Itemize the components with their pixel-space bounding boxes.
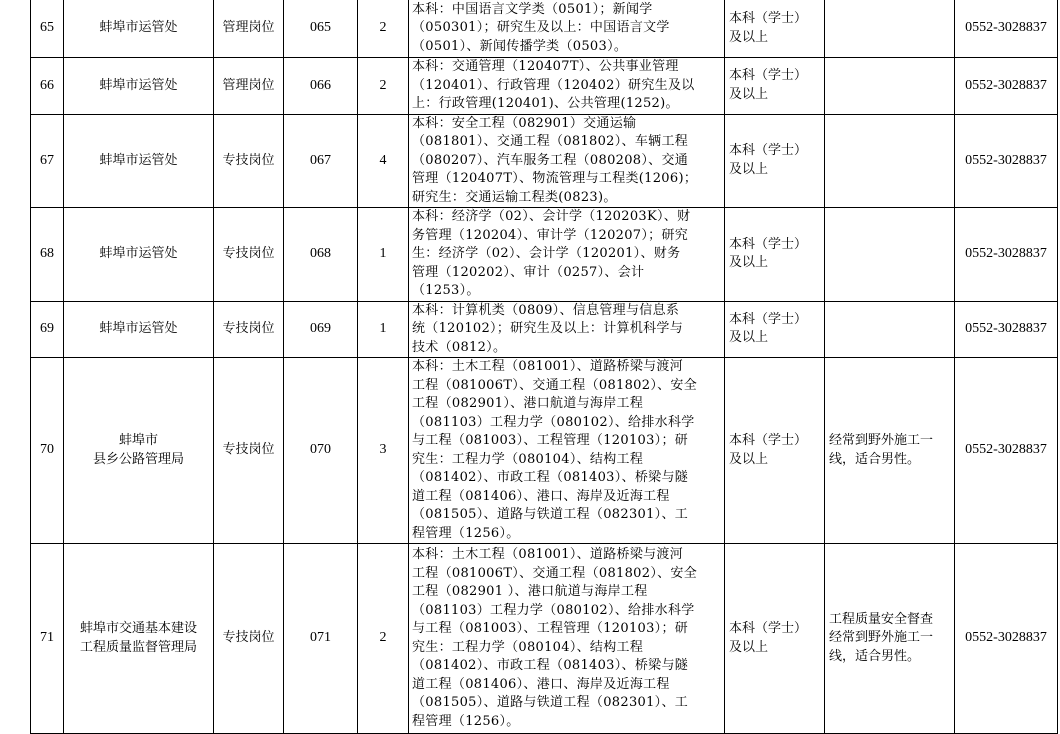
row-number: 66 — [40, 77, 54, 93]
post-code-cell — [284, 114, 358, 208]
employer-unit-cell — [64, 58, 214, 115]
post-code: 065 — [310, 20, 331, 36]
post-type-cell — [214, 208, 284, 302]
table-row — [31, 114, 1058, 208]
hiring-count-cell — [358, 208, 409, 302]
education-requirement: 本科（学士） 及以上 — [729, 11, 808, 45]
row-number-cell — [31, 58, 64, 115]
post-type-cell — [214, 0, 284, 58]
row-number-cell — [31, 208, 64, 302]
education-requirement-cell — [725, 58, 825, 115]
post-type: 专技岗位 — [222, 152, 275, 168]
major-requirements-cell — [409, 544, 725, 734]
employer-unit: 蚌埠市运管处 — [99, 77, 178, 93]
row-number: 67 — [40, 152, 54, 168]
education-requirement: 本科（学士） 及以上 — [729, 621, 808, 655]
hiring-count: 4 — [379, 152, 387, 168]
table-row — [31, 58, 1058, 115]
remarks: 经常到野外施工一 线，适合男性。 — [829, 433, 934, 467]
contact-phone: 0552-3028837 — [965, 246, 1047, 261]
hiring-count-cell — [358, 301, 409, 358]
employer-unit-cell — [64, 114, 214, 208]
education-requirement: 本科（学士） 及以上 — [729, 236, 808, 271]
employer-unit: 蚌埠市运管处 — [99, 321, 178, 336]
education-requirement: 本科（学士） 及以上 — [729, 143, 808, 177]
major-requirements-cell — [409, 301, 725, 358]
row-number-cell — [31, 544, 64, 734]
education-requirement-cell — [725, 0, 825, 58]
employer-unit: 蚌埠市交通基本建设 工程质量监督管理局 — [79, 621, 197, 655]
row-number-cell — [31, 0, 64, 58]
contact-phone: 0552-3028837 — [965, 442, 1047, 458]
major-requirements: 本科：安全工程（082901）交通运输 （081801）、交通工程（081802）、车辆工程 （080207）、汽车服务工程（080208）、交通 管理（120407T）、物流管理与工程类(1206)； 研究生：交通运输工程类(0823)。 — [412, 115, 698, 205]
contact-phone-cell — [955, 0, 1058, 58]
major-requirements-cell — [409, 114, 725, 208]
education-requirement: 本科（学士） 及以上 — [729, 433, 808, 467]
remarks-cell — [825, 114, 955, 208]
remarks-cell — [825, 0, 955, 58]
employer-unit-cell — [64, 358, 214, 544]
post-type-cell — [214, 301, 284, 358]
post-code-cell — [284, 358, 358, 544]
major-requirements-cell — [409, 208, 725, 302]
major-requirements-cell — [409, 358, 725, 544]
post-code: 067 — [310, 152, 331, 168]
contact-phone-cell — [955, 544, 1058, 734]
row-number: 65 — [40, 20, 54, 36]
row-number-cell — [31, 358, 64, 544]
row-number: 68 — [40, 246, 54, 261]
post-code-cell — [284, 544, 358, 734]
post-type-cell — [214, 358, 284, 544]
major-requirements-cell — [409, 0, 725, 58]
employer-unit-cell — [64, 208, 214, 302]
post-type-cell — [214, 58, 284, 115]
contact-phone-cell — [955, 114, 1058, 208]
post-code: 066 — [310, 77, 331, 93]
row-number-cell — [31, 301, 64, 358]
post-code-cell — [284, 208, 358, 302]
post-code: 070 — [310, 442, 331, 458]
remarks-cell — [825, 208, 955, 302]
contact-phone: 0552-3028837 — [965, 321, 1047, 336]
employer-unit: 蚌埠市 县乡公路管理局 — [92, 433, 184, 467]
post-type: 管理岗位 — [222, 20, 275, 36]
hiring-count: 1 — [379, 321, 387, 336]
employer-unit-cell — [64, 301, 214, 358]
employer-unit-cell — [64, 544, 214, 734]
post-code-cell — [284, 58, 358, 115]
employer-unit-cell — [64, 0, 214, 58]
education-requirement-cell — [725, 358, 825, 544]
remarks-cell — [825, 58, 955, 115]
post-type: 专技岗位 — [222, 246, 275, 261]
post-code: 068 — [310, 246, 331, 261]
major-requirements: 本科：中国语言文学类（0501）；新闻学 （050301）；研究生及以上：中国语言文学 （0501）、新闻传播学类（0503）。 — [412, 1, 670, 54]
hiring-count-cell — [358, 358, 409, 544]
table-row — [31, 301, 1058, 358]
education-requirement-cell — [725, 301, 825, 358]
contact-phone-cell — [955, 58, 1058, 115]
education-requirement-cell — [725, 114, 825, 208]
education-requirement-cell — [725, 544, 825, 734]
major-requirements: 本科：经济学（02）、会计学（120203K）、财 务管理（120204）、审计学（120207）；研究 生：经济学（02）、会计学（120201）、财务 管理（120202）、审计（0257）、会计 （1253）。 — [412, 209, 691, 298]
post-code: 069 — [310, 321, 331, 336]
row-number: 70 — [40, 442, 54, 458]
post-type-cell — [214, 544, 284, 734]
recruitment-table — [30, 0, 1058, 734]
contact-phone: 0552-3028837 — [965, 20, 1047, 36]
major-requirements-cell — [409, 58, 725, 115]
table-row — [31, 0, 1058, 58]
education-requirement: 本科（学士） 及以上 — [729, 311, 808, 346]
major-requirements: 本科：交通管理（120407T）、公共事业管理 （120401）、行政管理（120402）研究生及以 上：行政管理(120401)、公共管理(1252)。 — [412, 59, 695, 111]
hiring-count: 2 — [379, 630, 387, 646]
employer-unit: 蚌埠市运管处 — [99, 152, 178, 168]
major-requirements: 本科：土木工程（081001）、道路桥梁与渡河 工程（081006T）、交通工程（081802）、安全 工程（082901 ）、港口航道与海岸工程 （081103）工程力学（080102）、给排水科学 与工程（081003）、工程管理（120103）；研 究生：工程力学（080104）、结构工程 （081402）、市政工程（081403）、桥梁与隧 道工程（081406）、港口、海岸及近海工程 （081505）、道路与铁道工程（082301）、工 程管理（1256）。 — [412, 547, 698, 729]
contact-phone: 0552-3028837 — [965, 77, 1047, 93]
table-row — [31, 544, 1058, 734]
post-code: 071 — [310, 630, 331, 646]
hiring-count: 2 — [379, 20, 387, 36]
table-row — [31, 358, 1058, 544]
post-code-cell — [284, 301, 358, 358]
hiring-count-cell — [358, 58, 409, 115]
hiring-count-cell — [358, 0, 409, 58]
row-number-cell — [31, 114, 64, 208]
education-requirement: 本科（学士） 及以上 — [729, 68, 808, 102]
post-type: 管理岗位 — [222, 77, 275, 93]
post-type: 专技岗位 — [222, 442, 275, 458]
remarks: 工程质量安全督查 经常到野外施工一 线，适合男性。 — [829, 611, 934, 664]
major-requirements: 本科：土木工程（081001）、道路桥梁与渡河 工程（081006T）、交通工程（081802）、安全 工程（082901）、港口航道与海岸工程 （081103）工程力学（080102）、给排水科学 与工程（081003）、工程管理（120103）；研 究生：工程力学（080104）、结构工程 （081402）、市政工程（081403）、桥梁与隧 道工程（081406）、港口、海岸及近海工程 （081505）、道路与铁道工程（082301）、工 程管理（1256）。 — [412, 359, 698, 541]
post-type-cell — [214, 114, 284, 208]
contact-phone-cell — [955, 358, 1058, 544]
remarks-cell — [825, 358, 955, 544]
employer-unit: 蚌埠市运管处 — [99, 246, 178, 261]
contact-phone: 0552-3028837 — [965, 630, 1047, 646]
table-row — [31, 208, 1058, 302]
remarks-cell — [825, 301, 955, 358]
remarks-cell — [825, 544, 955, 734]
post-type: 专技岗位 — [222, 321, 275, 336]
post-code-cell — [284, 0, 358, 58]
contact-phone: 0552-3028837 — [965, 152, 1047, 168]
hiring-count: 1 — [379, 246, 387, 261]
hiring-count-cell — [358, 544, 409, 734]
hiring-count: 2 — [379, 77, 387, 93]
row-number: 71 — [40, 630, 54, 646]
hiring-count: 3 — [379, 442, 387, 458]
contact-phone-cell — [955, 301, 1058, 358]
major-requirements: 本科：计算机类（0809）、信息管理与信息系 统（120102）；研究生及以上：计算机科学与 技术（0812）。 — [412, 302, 684, 355]
row-number: 69 — [40, 321, 54, 336]
contact-phone-cell — [955, 208, 1058, 302]
hiring-count-cell — [358, 114, 409, 208]
employer-unit: 蚌埠市运管处 — [99, 20, 178, 36]
post-type: 专技岗位 — [222, 630, 275, 646]
education-requirement-cell — [725, 208, 825, 302]
